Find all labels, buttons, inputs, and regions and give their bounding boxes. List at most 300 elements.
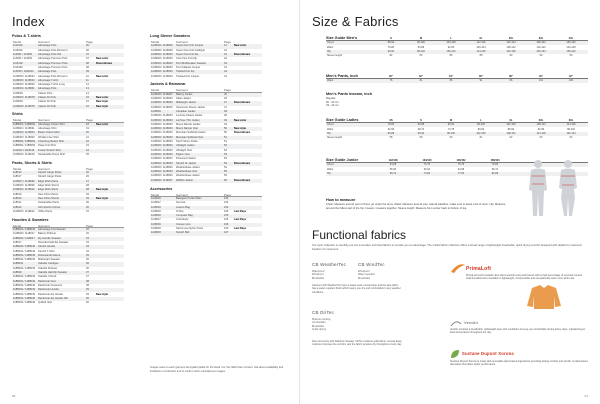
index-cell-page: 46	[224, 97, 227, 100]
brand-dritec: CB DriTec	[312, 310, 335, 315]
index-cell-model: 1118003	[151, 109, 161, 113]
mens-size-cell: 92-96	[447, 45, 455, 49]
index-cell-page: 54	[224, 161, 227, 165]
index-cell-badge: New style	[96, 196, 108, 200]
junior-size-header-cell: 122/128	[388, 158, 398, 162]
index-cell-badge: New color	[234, 118, 247, 122]
index-cell-page: 30	[86, 201, 89, 205]
mens-pants-cell: 91	[479, 79, 483, 83]
mens-size-cell: 116-120	[536, 45, 546, 49]
mens-size-header-cell: M	[419, 36, 423, 40]
mens-size-cell: 90-94	[387, 49, 395, 53]
mens-size-cell: 86	[449, 53, 453, 57]
index-cell-page: 105	[224, 214, 229, 218]
index-cell-page: 18	[86, 122, 89, 126]
weathertec-bullet-1: Waterproof	[312, 270, 325, 273]
mens-pants-cell: 96	[509, 79, 513, 83]
dritec-bullet-4: Quick drying	[312, 328, 326, 332]
index-header-model: Model	[13, 40, 22, 44]
index-cell-page: 33	[86, 236, 89, 240]
index-cell-model: 1118003 / 1118003	[151, 135, 173, 139]
index-cell-model: 1118003 / 1118003	[151, 148, 173, 152]
index-cell-model: 1188049 / 1188049	[13, 245, 35, 249]
index-header-garment: Garment	[38, 118, 50, 123]
index-cell-model: 1118003 / 1118003	[151, 144, 173, 148]
index-cell-garment: Advantage Polo Women's	[38, 48, 68, 52]
dritec-bullets	[312, 318, 330, 332]
index-cell-garment: Mount Rainier Vest	[176, 127, 198, 131]
junior-size-cell: 76-79	[457, 163, 465, 167]
index-cell-page: 41	[224, 44, 227, 48]
index-header-model: Model	[151, 40, 160, 44]
index-cell-model: 1118003	[13, 91, 23, 95]
ladies-size-cell: 86-90	[507, 127, 515, 131]
index-cell-garment: Pilgrim Vest	[176, 152, 190, 156]
index-cell-model: 1118017 / 1118662	[13, 179, 35, 183]
index-cell-page: 34	[86, 245, 89, 249]
ladies-size-cell: 58	[389, 135, 393, 139]
junior-size-cell: 60-64	[423, 167, 431, 171]
ladies-size-row-label: Hip	[327, 131, 331, 135]
index-cell-page: 07	[86, 53, 89, 56]
index-cell-model: 1118003 / 1118642	[13, 188, 35, 192]
index-cell-model: 1118003 / 1118003	[151, 114, 173, 118]
inseam-line-3: 33 - 34 cm	[326, 104, 339, 107]
index-cell-badge: New color	[96, 122, 109, 126]
index-cell-badge: Discontinued	[234, 131, 250, 135]
index-header-model: Model	[13, 118, 22, 123]
index-row	[12, 105, 124, 109]
index-section-title: Pants, Shorts & Skirts	[12, 160, 52, 165]
index-cell-garment: Advantage Premium Polo	[38, 65, 68, 69]
junior-size-cell: 70-74	[423, 163, 431, 167]
index-cell-page: 44	[224, 70, 227, 74]
junior-size-title: Size Guide Junior	[326, 158, 359, 162]
ladies-size-cell: 61	[479, 135, 483, 139]
index-cell-page: 53	[224, 152, 227, 156]
mens-size-row-label: Chest	[327, 41, 334, 45]
ladies-size-header-cell: XS	[389, 118, 393, 122]
index-cell-garment: Knit Collared Jumper	[176, 65, 201, 69]
index-cell-model: 1118003	[151, 209, 161, 213]
index-cell-model: 1118003 / 1118003	[151, 53, 173, 56]
mens-size-cell: 112-116	[476, 41, 486, 45]
index-cell-page: 42	[224, 53, 227, 56]
index-cell-page: 54	[224, 165, 227, 169]
page-number-left: 06	[12, 394, 16, 398]
index-cell-model: 1118003 / 1118003	[151, 61, 173, 65]
index-cell-page: 104	[224, 196, 229, 200]
ladies-size-cell: 63	[539, 135, 543, 139]
junior-size-cell: 68-72	[491, 167, 499, 171]
index-section-title: Shirts	[12, 112, 23, 117]
index-cell-badge	[96, 301, 112, 305]
index-cell-garment: Oakville Half Zip Sweater	[38, 271, 68, 274]
index-cell-page: 10	[86, 74, 89, 78]
mens-size-row-label: Hip	[327, 49, 331, 53]
index-cell-badge: Discontinued	[234, 101, 250, 105]
index-cell-model: 1188049 / 1188049	[13, 275, 35, 279]
index-cell-garment: Wrinkle Free Shirt	[38, 135, 59, 139]
index-section-title: Polos & T-shirts	[12, 34, 41, 38]
index-row	[12, 153, 124, 157]
index-footnote: Images used on each garment item/gallery/table for the listed. For the OEM Care Content. Ask about availability and limitations of color/size and to confirm other manufacturer images.	[150, 366, 284, 373]
index-cell-model: 118617	[13, 175, 22, 179]
index-cell-model: 1118003	[151, 196, 161, 200]
ladies-size-cell: 90-94	[417, 131, 425, 135]
index-cell-model: 1118003 / 1118003	[151, 70, 173, 74]
index-cell-garment: La Pose Fleece Jacket	[176, 114, 203, 118]
index-cell-badge: Last Days	[234, 209, 247, 213]
mens-size-cell: 88	[479, 53, 483, 57]
index-cell-page: 06	[86, 44, 89, 48]
ventair-icon	[450, 320, 462, 328]
index-cell-page: 08	[86, 65, 89, 69]
junior-size-header-cell: 158/164	[490, 158, 500, 162]
index-cell-badge: New style	[96, 292, 108, 296]
inseam-line-1: Regular	[326, 97, 336, 100]
junior-size-header-cell: 146/152	[456, 158, 466, 162]
index-section-title: Jackets & Rainwear	[150, 82, 186, 87]
index-cell-garment: Computer Bag	[176, 214, 193, 218]
index-cell-model: 118612	[13, 205, 22, 209]
index-cell-page: 24	[86, 148, 89, 152]
index-cell-garment: Leisure Bag	[176, 205, 190, 209]
index-cell-model: 1118003 / 1118003	[151, 122, 173, 126]
dritec-bullet-3: Breathable	[312, 324, 325, 328]
index-cell-badge: Last Days	[234, 227, 247, 230]
index-cell-garment: Mountain Softshell Vest	[176, 135, 204, 139]
index-cell-garment: Classic Fit Polo	[38, 96, 56, 99]
index-header-page: Page	[224, 88, 232, 93]
index-cell-garment: Stretch 3L Jacket	[176, 161, 196, 165]
weathertec-text: Garment with WeatherTec have a taped seam construction and the face fabric has a water repellent finish which keeps you dry and comfortable in any weather conditions.	[312, 284, 401, 294]
how-to-measure-title: How to measure	[326, 198, 356, 202]
index-header-garment: Garment	[176, 192, 188, 197]
index-cell-garment: Twisted Knit Jumper	[176, 74, 200, 78]
index-cell-page: 28	[86, 184, 89, 187]
junior-size-cell: 56-60	[389, 167, 397, 171]
index-header-page: Page	[86, 40, 94, 44]
index-cell-page: 15	[86, 100, 89, 104]
index-cell-garment: Advantage Shirt	[38, 127, 57, 131]
index-cell-model: 1118112 / 1118119	[13, 148, 35, 152]
index-cell-page: 36	[86, 266, 89, 270]
index-cell-garment: Rainbrook Vest	[38, 279, 56, 283]
mens-pants-header-cell: 40"	[539, 74, 543, 78]
index-cell-garment: Stretch Cargo Pants	[38, 175, 62, 179]
sustane-leaf-icon	[450, 349, 460, 359]
index-cell-garment: Advantage T-shirt	[38, 78, 59, 82]
index-cell-page: 30	[86, 205, 89, 209]
index-cell-garment: Core Fine Knit Zip	[176, 57, 197, 61]
index-cell-page: 23	[86, 144, 89, 148]
mens-pants-cell: 106	[568, 79, 574, 83]
index-cell-badge	[234, 231, 250, 235]
ladies-size-cell: 102-106	[506, 123, 516, 127]
index-section-title: Accessories	[150, 186, 173, 191]
mens-pants-header-cell: 36"	[479, 74, 483, 78]
index-cell-model: 1116102	[13, 61, 23, 65]
index-section-title: Hoodies & Sweaters	[12, 217, 49, 222]
index-cell-garment: Rainbrook Crewneck	[38, 283, 63, 287]
index-cell-page: 53	[224, 157, 227, 161]
index-header-page: Page	[224, 40, 232, 44]
index-cell-page: 09	[86, 70, 89, 74]
index-cell-page: 51	[224, 140, 227, 143]
index-cell-page: 50	[224, 131, 227, 135]
index-cell-garment: Oakville V-Neck	[38, 275, 57, 279]
index-cell-garment: Weatherbase Jacket	[176, 165, 200, 169]
mens-pants-title: Men's Pants, inch	[326, 74, 358, 78]
mens-size-header-cell	[326, 37, 376, 40]
index-cell-garment: Stretch Belt	[176, 231, 190, 235]
mens-size-cell: 120-124	[506, 41, 516, 45]
index-cell-page: 106	[224, 227, 229, 230]
mens-pants-row	[326, 79, 588, 83]
ladies-size-cell: 68-72	[417, 127, 425, 131]
index-cell-model: 1118003 / 1118003	[151, 127, 173, 131]
mens-size-header-cell: L	[450, 36, 452, 40]
index-cell-page: 35	[86, 258, 89, 262]
ladies-size-cell: 90-94	[447, 123, 455, 127]
mens-pants-cell: 81	[419, 79, 423, 83]
inseam-line-2: 30 - 32 cm	[326, 100, 339, 104]
index-cell-page: 26	[86, 175, 89, 179]
index-cell-model: 1118003 / 1118003	[151, 74, 173, 78]
index-cell-badge	[234, 75, 250, 79]
index-cell-model: 1118021 / 1118021	[13, 127, 35, 131]
index-cell-garment: Ultralight Jacket	[176, 144, 195, 148]
index-cell-garment: Edge Work Shorts	[38, 184, 59, 187]
index-cell-model: 1116162	[13, 65, 23, 69]
index-cell-garment: Rainbrook Zip Hoodie	[38, 292, 64, 296]
index-cell-model: 1118003 / 1118003	[151, 131, 173, 135]
index-cell-page: 08	[86, 61, 89, 65]
ladies-size-cell: 60	[449, 135, 453, 139]
index-cell-garment: Vancouver Fleece Jacket	[176, 105, 205, 109]
index-cell-page: 50	[224, 127, 227, 131]
ladies-size-cell: 120-124	[566, 131, 576, 135]
index-cell-garment: North Shore Parka	[176, 140, 198, 143]
index-cell-garment: Advantage Premium Polo	[38, 57, 68, 61]
index-cell-garment: Uneven Line	[176, 222, 191, 226]
index-cell-badge: New style	[234, 127, 246, 131]
index-header-page: Page	[86, 118, 94, 123]
junior-size-cell: 82-86	[491, 171, 499, 175]
index-cell-garment: Advantage Knit Sweater	[38, 228, 66, 231]
index-cell-page: 104	[224, 201, 229, 205]
mens-size-cell: 96-100	[417, 41, 425, 45]
index-cell-model: 1118003 / 1118017	[13, 232, 35, 236]
index-cell-garment: Sierra Line Nylon Polos	[176, 227, 204, 230]
mens-size-cell: 84-88	[417, 45, 425, 49]
index-row	[150, 179, 262, 183]
dritec-bullet-2: Comfortable	[312, 321, 326, 325]
index-cell-model: 1118003 / 1118004	[13, 131, 35, 135]
index-cell-model: 1188049 / 1188049	[13, 266, 35, 270]
index-cell-page: 06	[86, 48, 89, 52]
index-cell-model: 1118003 / 1118003	[13, 135, 35, 139]
mens-size-cell: 108-112	[506, 45, 516, 49]
index-cell-model: 1188049 / 1188049	[13, 292, 35, 296]
mens-size-header-row	[326, 37, 588, 41]
index-cell-garment: Advantage Cotton Shirt	[38, 122, 65, 126]
index-cell-model: 1118003 / 1118004	[13, 78, 35, 82]
mens-size-row	[326, 54, 588, 58]
index-cell-page: 38	[86, 283, 89, 287]
index-cell-page: 31	[86, 209, 89, 213]
index-cell-model: 1118003 / 1118103	[13, 152, 35, 156]
index-cell-page: 28	[86, 188, 89, 192]
index-header-page: Page	[86, 223, 94, 228]
mens-size-cell: 93	[569, 53, 573, 57]
junior-size-cell: 68-72	[389, 171, 397, 175]
ladies-size-header-cell: L	[480, 118, 482, 122]
index-cell-page: 52	[224, 148, 227, 152]
ladies-size-cell: 96-100	[447, 131, 455, 135]
mens-size-cell: 88-92	[387, 41, 395, 45]
mens-size-cell: 122-126	[506, 49, 516, 53]
index-cell-page: 22	[86, 140, 89, 143]
sustane-text: Sustane Dupont Sorona is made with renewable plant-based ingredients providing lasting comfort and stretch. A plant-based alternative that offers better performance.	[450, 360, 588, 367]
weathertec-bullets	[312, 270, 324, 280]
ladies-size-cell: 64	[569, 135, 573, 139]
mens-size-cell: 98-102	[417, 49, 425, 53]
index-cell-model: 1118003 / 1118003	[151, 101, 173, 105]
functional-fabrics-intro: Our sport collection is carefully put into innovative technical fabrics to provide you an advantage. The unified fabric collection offers a broad range of lightweight breathable, quick drying comfort designed with details for maximum freedom of movement.	[312, 244, 582, 251]
index-cell-page: 55	[224, 170, 227, 174]
mens-pants-cell: 76	[389, 79, 393, 83]
brand-sustane-sorona: Sustane Dupont Sorona	[462, 351, 514, 356]
ladies-size-cell: 59	[419, 135, 423, 139]
junior-size-header-cell	[326, 159, 376, 162]
mens-pants-header-cell	[326, 75, 376, 78]
index-cell-page: 48	[224, 114, 227, 118]
index-cell-page: 56	[224, 178, 227, 182]
index-cell-garment: Rainbrook Hoodie	[38, 288, 59, 292]
index-cell-badge: Discontinued	[234, 178, 250, 182]
ladies-size-row-label: Sleeve length	[327, 135, 343, 139]
index-cell-page: 25	[86, 152, 89, 156]
index-cell-garment: Sustainable Pants	[38, 201, 59, 205]
index-cell-badge: Discontinued	[96, 61, 112, 65]
index-cell-model: 1118003 / 1118003	[151, 152, 173, 156]
index-cell-page: 14	[86, 91, 89, 95]
index-cell-garment: Kinetic Stretch Shirt	[38, 148, 61, 152]
index-cell-garment: Edge Work Skirts	[38, 188, 58, 192]
index-cell-page: 41	[224, 48, 227, 52]
mens-pants-header-cell: 32"	[419, 74, 423, 78]
mens-pants-row-label: Waist	[327, 79, 334, 83]
index-cell-page: 33	[86, 240, 89, 244]
index-cell-garment: Mountain Softshell Jacket	[176, 131, 206, 135]
index-cell-garment: Advantage Polo	[38, 70, 57, 74]
index-cell-model: 1118003 / 1118003	[13, 83, 35, 87]
mens-size-cell: 136-140	[566, 41, 576, 45]
index-cell-page: 52	[224, 144, 227, 148]
index-cell-garment: Oakville Pullover	[38, 266, 58, 270]
index-cell-page: 38	[86, 279, 89, 283]
size-fabrics-title: Size & Fabrics	[312, 14, 399, 29]
index-cell-model: 1118003 / 1118003	[151, 44, 173, 48]
index-cell-badge: Last Days	[234, 218, 247, 222]
index-cell-garment: Pinewood Jacket	[176, 157, 196, 161]
index-cell-model: 1188049 / 1188049	[13, 301, 35, 305]
index-cell-model: 1118003	[151, 205, 161, 209]
index-cell-model: 1118003 / 1118007	[151, 157, 173, 161]
junior-size-row-label: Chest	[327, 163, 334, 167]
body-figures-illustration	[518, 158, 588, 218]
index-cell-model: 118617	[13, 240, 22, 244]
mens-pants-header-cell: 30"	[389, 74, 393, 78]
index-cell-model: 1118003 / 1118003	[151, 170, 173, 174]
index-cell-model: 1118003 / 1118003	[151, 65, 173, 69]
dritec-bullet-1: Moisture wicking	[312, 318, 331, 321]
index-cell-page: 49	[224, 118, 227, 122]
brand-ventair: VentAir	[464, 320, 479, 325]
windtec-bullets	[358, 270, 375, 280]
ladies-size-header-cell	[326, 119, 376, 122]
weathertec-bullet-3: Breathable	[312, 276, 325, 280]
index-cell-garment: Super Fine Knit Jumper	[176, 44, 204, 48]
index-cell-page: 55	[224, 174, 227, 178]
index-header-model: Model	[151, 88, 160, 93]
index-cell-garment: Crossbody	[176, 218, 189, 222]
index-cell-model: 1116101	[13, 44, 23, 48]
index-cell-page: 34	[86, 249, 89, 253]
index-header-garment: Garment	[38, 223, 50, 228]
index-cell-page: 20	[86, 131, 89, 135]
ladies-size-cell: 108-112	[536, 123, 546, 127]
index-cell-garment: Quilted Vest	[38, 301, 52, 305]
index-cell-model: 114050 / 1184022	[13, 70, 34, 74]
index-cell-page: 36	[86, 262, 89, 266]
ventair-text: VentAir provides a breathable, lightweight layer with ventilation to keep you comfortable during active days, maintaining an ideal temperature throughout the day.	[450, 328, 586, 335]
index-cell-garment: Bakery Jacket	[176, 92, 193, 96]
index-cell-model: 1118003 / 1118003	[151, 57, 173, 61]
index-cell-model: 1188069 / 1188069	[13, 144, 35, 148]
index-cell-page: 105	[224, 218, 229, 222]
index-header-page: Page	[224, 192, 232, 197]
mens-size-row-label: Sleeve length	[327, 53, 343, 57]
index-header-model: Model	[151, 192, 160, 197]
index-cell-page: 13	[86, 87, 89, 91]
index-header-page: Page	[86, 166, 94, 171]
junior-size-cell: 79-84	[491, 163, 499, 167]
index-cell-model: 1118101	[13, 48, 23, 52]
ladies-size-title: Size Guide Ladies	[326, 118, 359, 122]
index-cell-garment: Oakville Cardigan	[38, 262, 59, 266]
index-cell-badge: New style	[96, 188, 108, 192]
index-cell-page: 51	[224, 135, 227, 139]
mens-size-header-cell: 2XL	[508, 36, 514, 40]
index-cell-page: 07	[86, 57, 89, 61]
mens-size-cell: 82	[389, 53, 393, 57]
index-cell-model: 1118003	[151, 214, 161, 218]
index-cell-garment: Weatherbase Vest	[176, 170, 198, 174]
index-cell-garment: Advantage T-shirt Long	[38, 83, 65, 87]
ladies-size-header-row	[326, 119, 588, 123]
index-cell-model: 1118003	[151, 227, 161, 230]
index-cell-page: 32	[86, 228, 89, 231]
ladies-size-header-cell: 3XL	[568, 118, 574, 122]
index-cell-model: 118649	[13, 271, 22, 274]
index-cell-garment: Super Fine Knit Cardigan	[176, 48, 206, 52]
index-cell-garment: New Chino Shorts	[38, 196, 59, 200]
index-cell-garment: New Chino Pants	[38, 192, 59, 196]
ladies-size-cell: 78-82	[387, 123, 395, 127]
